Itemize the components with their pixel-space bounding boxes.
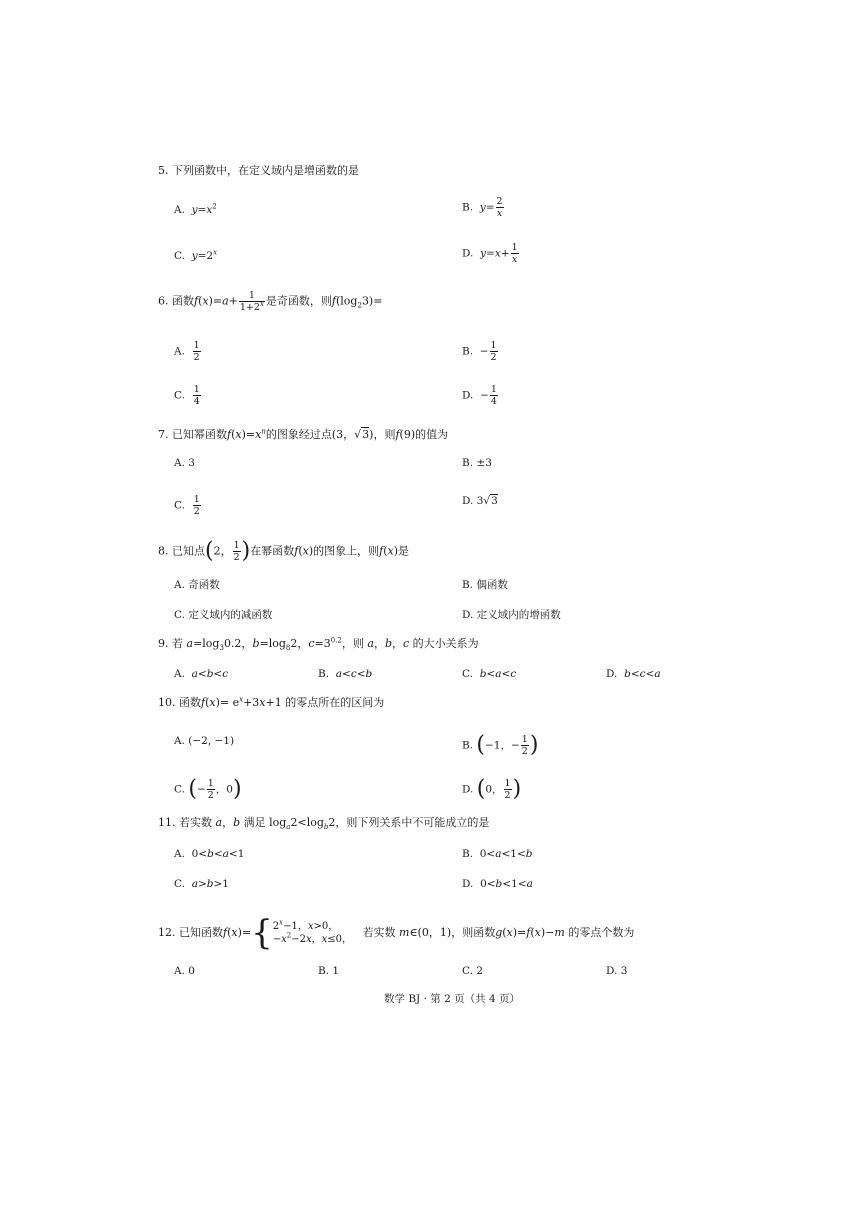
q12-stem: 12. 已知函数$f(x)=\{2^x-1$，x>0， $-x^2-2x$，x≤0， 若实数 m∈(0，1)，则函数g(x)=f(x)−m 的零点个数为	[158, 913, 635, 953]
q5-option-c: C. $y=2^x$	[174, 248, 218, 262]
q5-option-d: D. y=x+ $\frac{1}{x}$	[462, 242, 518, 265]
q6-option-c: C. $\frac{1}{4}$	[174, 384, 200, 407]
q9-stem: 9. 若 $a=\log_30.2$，$b=\log_82$，$c=3^{0.2}$，则 a，b，c 的大小关系为	[158, 636, 479, 653]
q11-option-c: C. a>b>1	[174, 878, 229, 890]
q6-option-b: B. − $\frac{1}{2}$	[462, 340, 497, 363]
q11-option-a: A. 0<b<a<1	[174, 848, 245, 860]
q8-option-b: B. 偶函数	[462, 579, 508, 591]
q11-option-b: B. 0<a<1<b	[462, 848, 533, 860]
q7-option-a: A. 3	[174, 457, 195, 469]
q11-option-d: D. 0<b<1<a	[462, 878, 533, 890]
q7-option-c: C. $\frac{1}{2}$	[174, 494, 200, 517]
q9-option-d: D. b<c<a	[606, 668, 661, 680]
q12-option-a: A. 0	[174, 965, 195, 977]
q8-option-d: D. 定义域内的增函数	[462, 609, 561, 621]
q6-option-a: A. $\frac{1}{2}$	[174, 340, 200, 363]
q12-option-c: C. 2	[462, 965, 484, 977]
q5-option-a: A. $y=x^2$	[174, 202, 217, 216]
q9-option-b: B. a<c<b	[318, 668, 373, 680]
q6-stem: 6. 函数f(x)=a+ $\frac{1}{1+2^x}$ 是奇函数，则$f(\log_23)=$	[158, 290, 383, 313]
q10-option-d: D. (0， $\frac{1}{2}$ )	[462, 776, 522, 802]
q12-option-d: D. 3	[606, 965, 628, 977]
q9-option-c: C. b<a<c	[462, 668, 517, 680]
q8-option-a: A. 奇函数	[174, 579, 220, 591]
q5-option-b: B. y= $\frac{2}{x}$	[462, 196, 503, 219]
q10-option-a: A. (−2, −1)	[174, 735, 235, 747]
q9-option-a: A. a<b<c	[174, 668, 229, 680]
q12-option-b: B. 1	[318, 965, 340, 977]
q7-stem: 7. 已知幂函数$f(x)=x^n$的图象经过点(3，√3)，则f(9)的值为	[158, 427, 449, 441]
q12-piecewise: $2^x-1$，x>0， $-x^2-2x$，x≤0，	[272, 918, 353, 945]
q10-stem: 10. 函数$f(x)= e^x+3x+1$ 的零点所在的区间为	[158, 695, 385, 709]
q11-stem: 11. 若实数 a，b 满足 $\log_a2<\log_b2$，则下列关系中不可能成立的是	[158, 816, 490, 832]
q10-option-c: C. (− $\frac{1}{2}$ ，0)	[174, 776, 242, 802]
q8-option-c: C. 定义域内的减函数	[174, 609, 273, 621]
q10-option-b: B. (−1，− $\frac{1}{2}$ )	[462, 732, 539, 758]
q7-option-b: B. ±3	[462, 457, 492, 469]
page-footer: 数学 BJ · 第 2 页（共 4 页）	[384, 993, 520, 1005]
q7-option-d: D. 3√3	[462, 495, 498, 507]
q5-stem: 5. 下列函数中，在定义域内是增函数的是	[158, 164, 359, 177]
q8-stem: 8. 已知点(2， $\frac{1}{2}$ )在幂函数f(x)的图象上，则f(x)是	[158, 538, 410, 564]
q6-option-d: D. − $\frac{1}{4}$	[462, 384, 497, 407]
